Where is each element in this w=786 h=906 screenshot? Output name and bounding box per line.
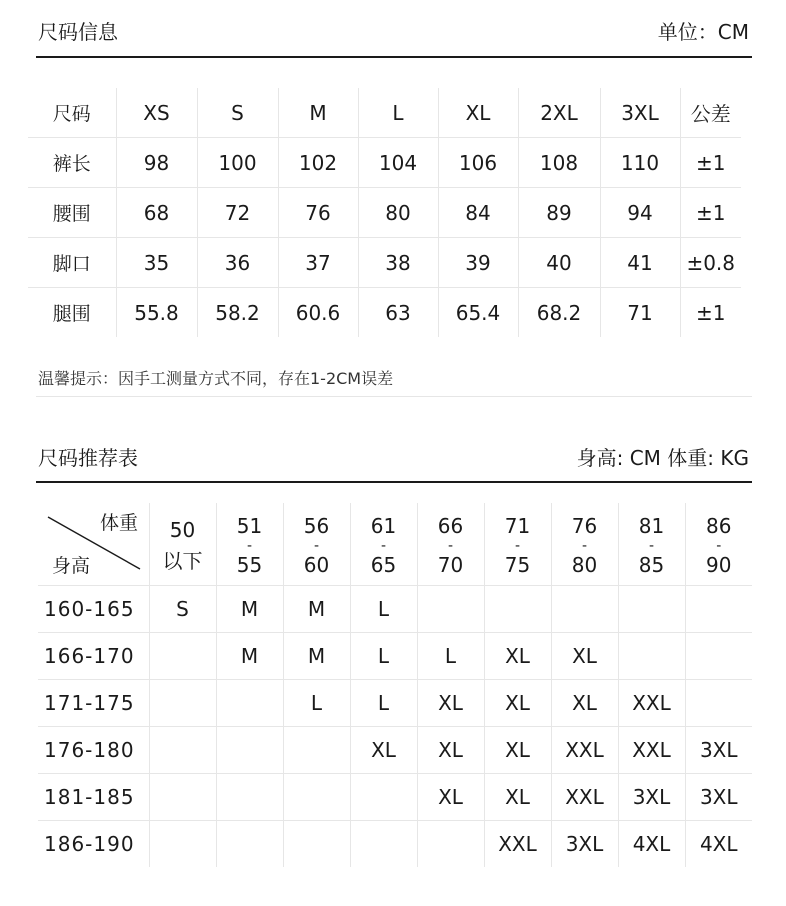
recommended-size-cell bbox=[149, 633, 216, 680]
recommended-size-cell: L bbox=[417, 633, 484, 680]
recommended-size-cell: XL bbox=[484, 680, 551, 727]
recommended-size-cell: L bbox=[283, 680, 350, 727]
weight-range-header bbox=[618, 503, 685, 586]
size-header-cell: 2XL bbox=[518, 88, 600, 138]
weight-range-header bbox=[216, 503, 283, 586]
weight-range-header bbox=[283, 503, 350, 586]
recommended-size-cell: XXL bbox=[551, 727, 618, 774]
size-value-cell: 68 bbox=[116, 188, 197, 238]
size-value-cell: 38 bbox=[358, 238, 438, 288]
recommend-row bbox=[38, 727, 752, 774]
size-value-cell: 102 bbox=[278, 138, 358, 188]
weight-range-start: 56 bbox=[303, 514, 330, 538]
size-value-cell: 39 bbox=[438, 238, 518, 288]
recommended-size-cell: 4XL bbox=[618, 821, 685, 868]
size-value-cell: 41 bbox=[600, 238, 680, 288]
size-value-cell: ±1 bbox=[680, 138, 741, 188]
recommended-size-cell bbox=[350, 774, 417, 821]
size-value-cell: 58.2 bbox=[197, 288, 278, 338]
size-header-cell: 公差 bbox=[680, 88, 741, 138]
measurement-label: 脚口 bbox=[28, 238, 116, 288]
measurement-label: 腰围 bbox=[28, 188, 116, 238]
measurement-label: 腿围 bbox=[28, 288, 116, 338]
recommended-size-cell bbox=[216, 774, 283, 821]
corner-height-label: 身高 bbox=[52, 555, 91, 577]
weight-range-end: 70 bbox=[437, 553, 464, 577]
weight-range-start: 71 bbox=[504, 514, 531, 538]
recommended-size-cell bbox=[149, 821, 216, 868]
size-value-cell: 110 bbox=[600, 138, 680, 188]
recommended-size-cell: 4XL bbox=[699, 832, 738, 856]
weight-range-start: 81 bbox=[638, 514, 665, 538]
note-divider bbox=[36, 396, 752, 397]
corner-weight-label: 体重 bbox=[99, 512, 138, 534]
recommended-size-cell: L bbox=[350, 633, 417, 680]
size-header-cell: M bbox=[278, 88, 358, 138]
weight-range-header bbox=[551, 503, 618, 586]
size-value-cell: 100 bbox=[197, 138, 278, 188]
size-header-cell: XL bbox=[438, 88, 518, 138]
weight-range-separator: - bbox=[648, 538, 655, 554]
recommended-size-cell bbox=[350, 821, 417, 868]
recommended-size-cell: XXL bbox=[551, 774, 618, 821]
weight-range-separator: - bbox=[313, 538, 320, 554]
weight-range-end: 60 bbox=[303, 553, 330, 577]
size-value-cell: 106 bbox=[438, 138, 518, 188]
recommended-size-cell bbox=[618, 633, 685, 680]
weight-range-separator: - bbox=[246, 538, 253, 554]
recommended-size-cell: M bbox=[216, 633, 283, 680]
recommended-size-cell bbox=[417, 586, 484, 633]
weight-range-separator: - bbox=[447, 538, 454, 554]
measurement-note: 温馨提示：因手工测量方式不同，存在1-2CM误差 bbox=[38, 369, 394, 388]
size-info-unit: 单位：CM bbox=[657, 20, 749, 44]
recommended-size-cell bbox=[216, 821, 283, 868]
weight-range-start: 50 bbox=[169, 518, 196, 542]
recommended-size-cell: XL bbox=[350, 727, 417, 774]
recommended-size-cell: M bbox=[216, 586, 283, 633]
height-range-label: 176-180 bbox=[38, 727, 149, 774]
recommended-size-cell: 3XL bbox=[685, 727, 752, 774]
size-column-label: 尺码 bbox=[28, 88, 116, 138]
recommended-size-cell: XL bbox=[417, 680, 484, 727]
weight-range-separator: - bbox=[380, 538, 387, 554]
recommended-size-cell: XL bbox=[484, 633, 551, 680]
size-value-cell: 55.8 bbox=[116, 288, 197, 338]
recommended-size-cell bbox=[283, 727, 350, 774]
recommended-size-cell bbox=[283, 821, 350, 868]
size-value-cell: 37 bbox=[278, 238, 358, 288]
size-value-cell: 84 bbox=[438, 188, 518, 238]
recommended-size-cell bbox=[551, 586, 618, 633]
size-recommend-table bbox=[38, 503, 752, 867]
size-value-cell: 104 bbox=[358, 138, 438, 188]
recommended-size-cell bbox=[216, 680, 283, 727]
size-value-cell: 68.2 bbox=[518, 288, 600, 338]
recommend-title: 尺码推荐表 bbox=[38, 446, 138, 470]
recommended-size-cell bbox=[149, 680, 216, 727]
recommended-size-cell: XL bbox=[551, 633, 618, 680]
recommended-size-cell: 3XL bbox=[551, 821, 618, 868]
size-value-cell: 35 bbox=[116, 238, 197, 288]
recommended-size-cell: L bbox=[350, 680, 417, 727]
size-value-cell: 72 bbox=[197, 188, 278, 238]
height-range-label: 171-175 bbox=[38, 680, 149, 727]
size-value-cell: 80 bbox=[358, 188, 438, 238]
height-range-label: 160-165 bbox=[38, 586, 149, 633]
weight-range-header bbox=[484, 503, 551, 586]
weight-range-header bbox=[685, 503, 752, 586]
recommended-size-cell: XL bbox=[484, 774, 551, 821]
recommend-row bbox=[38, 633, 752, 680]
weight-range-end: 65 bbox=[370, 553, 397, 577]
recommended-size-cell: L bbox=[350, 586, 417, 633]
size-value-cell: ±1 bbox=[696, 300, 726, 325]
size-header-cell: 3XL bbox=[600, 88, 680, 138]
recommended-size-cell bbox=[417, 821, 484, 868]
size-value-cell: 63 bbox=[358, 288, 438, 338]
recommended-size-cell: XXL bbox=[618, 727, 685, 774]
recommend-row bbox=[38, 680, 752, 727]
recommend-row bbox=[38, 774, 752, 821]
size-row bbox=[28, 238, 741, 288]
recommended-size-cell: 3XL bbox=[618, 774, 685, 821]
recommended-size-cell: M bbox=[283, 633, 350, 680]
height-range-label: 166-170 bbox=[38, 633, 149, 680]
weight-range-header bbox=[149, 503, 216, 586]
recommend-row bbox=[38, 586, 752, 633]
size-value-cell: 71 bbox=[600, 288, 680, 338]
size-row bbox=[28, 188, 741, 238]
recommended-size-cell: XL bbox=[417, 774, 484, 821]
size-row bbox=[28, 138, 741, 188]
size-row bbox=[28, 288, 741, 338]
size-value-cell: 60.6 bbox=[278, 288, 358, 338]
weight-range-separator: - bbox=[716, 538, 722, 554]
recommend-row bbox=[38, 821, 752, 868]
size-value-cell: 89 bbox=[518, 188, 600, 238]
weight-range-start: 66 bbox=[437, 514, 464, 538]
height-range-label: 181-185 bbox=[38, 774, 149, 821]
weight-range-end: 90 bbox=[706, 553, 732, 577]
weight-range-start: 51 bbox=[236, 514, 263, 538]
size-header-cell: XS bbox=[116, 88, 197, 138]
size-header-row bbox=[28, 88, 741, 138]
weight-range-start: 86 bbox=[706, 514, 732, 538]
recommended-size-cell bbox=[283, 774, 350, 821]
weight-range-header bbox=[350, 503, 417, 586]
size-value-cell: 65.4 bbox=[438, 288, 518, 338]
recommended-size-cell bbox=[685, 633, 752, 680]
recommended-size-cell: XXL bbox=[484, 821, 551, 868]
weight-range-separator: - bbox=[514, 538, 521, 554]
recommend-header-row bbox=[38, 503, 752, 586]
size-header-cell: L bbox=[358, 88, 438, 138]
size-value-cell: 36 bbox=[197, 238, 278, 288]
recommend-unit: 身高: CM 体重: KG bbox=[576, 446, 749, 470]
height-range-label: 186-190 bbox=[38, 821, 149, 868]
recommended-size-cell bbox=[149, 774, 216, 821]
recommended-size-cell: XL bbox=[551, 680, 618, 727]
recommended-size-cell bbox=[685, 680, 752, 727]
weight-range-start: 61 bbox=[370, 514, 397, 538]
recommended-size-cell bbox=[149, 727, 216, 774]
size-value-cell: ±1 bbox=[680, 188, 741, 238]
weight-range-end: 55 bbox=[236, 553, 263, 577]
recommended-size-cell: S bbox=[149, 586, 216, 633]
weight-range-end: 75 bbox=[504, 553, 531, 577]
weight-range-separator: - bbox=[581, 538, 588, 554]
weight-range-start: 76 bbox=[571, 514, 598, 538]
size-value-cell: 76 bbox=[278, 188, 358, 238]
size-value-cell: 108 bbox=[518, 138, 600, 188]
weight-range-end: 85 bbox=[638, 553, 665, 577]
weight-range-end: 以下 bbox=[162, 549, 203, 573]
corner-cell bbox=[38, 503, 149, 586]
size-value-cell: 40 bbox=[518, 238, 600, 288]
recommend-divider bbox=[36, 481, 752, 483]
measurement-label: 裤长 bbox=[28, 138, 116, 188]
recommended-size-cell: XL bbox=[484, 727, 551, 774]
recommended-size-cell: XL bbox=[417, 727, 484, 774]
size-info-divider bbox=[36, 56, 752, 58]
weight-range-header bbox=[417, 503, 484, 586]
size-value-cell: 98 bbox=[116, 138, 197, 188]
weight-range-end: 80 bbox=[571, 553, 598, 577]
size-info-title: 尺码信息 bbox=[38, 20, 118, 44]
size-value-cell: ±0.8 bbox=[680, 238, 741, 288]
recommended-size-cell bbox=[618, 586, 685, 633]
recommended-size-cell: 3XL bbox=[685, 774, 752, 821]
recommended-size-cell bbox=[484, 586, 551, 633]
recommended-size-cell: XXL bbox=[618, 680, 685, 727]
size-header-cell: S bbox=[197, 88, 278, 138]
recommended-size-cell bbox=[685, 586, 752, 633]
recommended-size-cell bbox=[216, 727, 283, 774]
size-info-table bbox=[28, 88, 741, 337]
size-value-cell: 94 bbox=[600, 188, 680, 238]
recommended-size-cell: M bbox=[283, 586, 350, 633]
